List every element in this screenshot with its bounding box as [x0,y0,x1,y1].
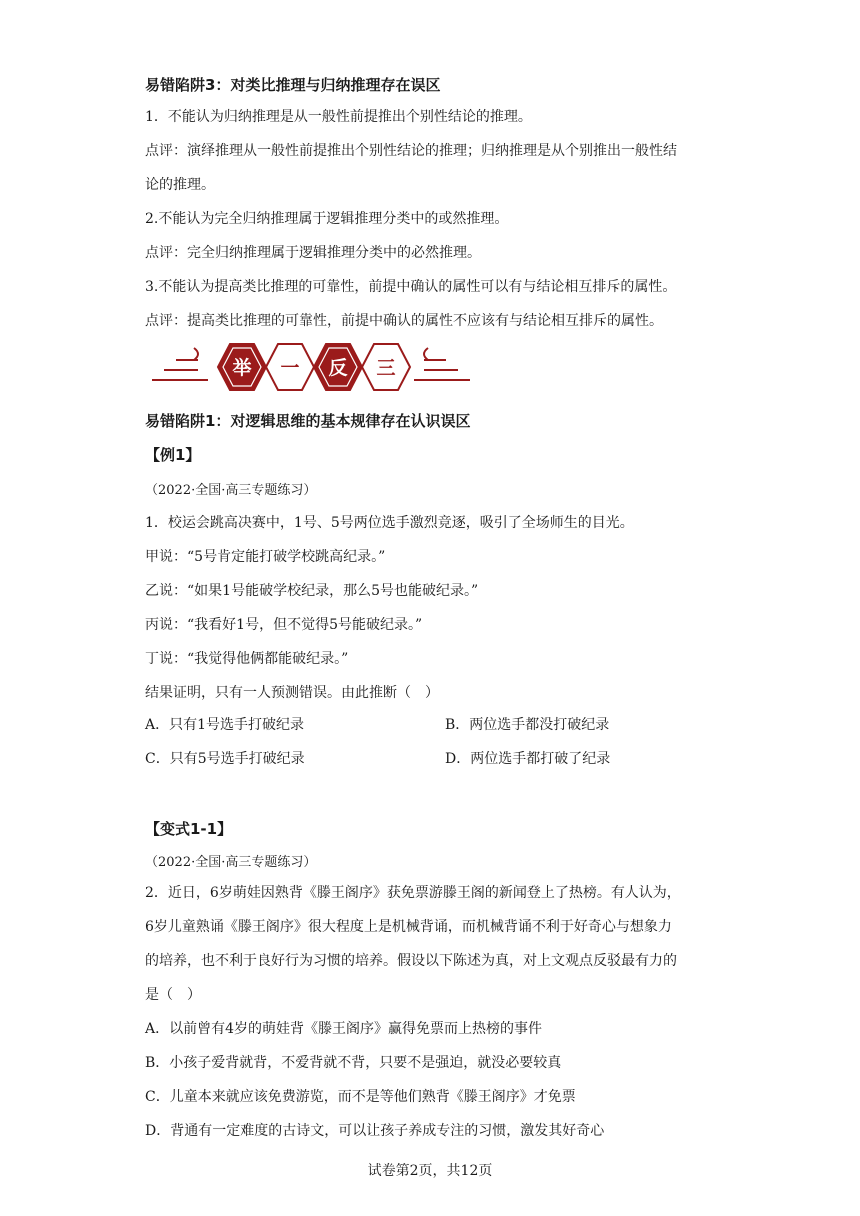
question-line: 乙说：“如果1号能破学校纪录，那么5号也能破纪录。” [145,583,479,599]
text-line: 3.不能认为提高类比推理的可靠性，前提中确认的属性可以有与结论相互排斥的属性。 [145,279,677,295]
left-ornament [152,348,208,380]
text-line: 2.不能认为完全归纳推理属于逻辑推理分类中的或然推理。 [145,211,509,227]
question-line: 甲说：“5号肯定能打破学校跳高纪录。” [145,549,386,565]
text-line: 论的推理。 [145,177,215,193]
source-note: （2022·全国·高三专题练习） [145,483,317,498]
banner-char: 一 [280,357,300,379]
text-line: 点评：提高类比推理的可靠性，前提中确认的属性不应该有与结论相互排斥的属性。 [145,313,663,329]
option-c: C．只有5号选手打破纪录 [145,751,305,767]
option-d: D．背通有一定难度的古诗文，可以让孩子养成专注的习惯，激发其好奇心 [145,1123,605,1139]
section-heading-trap1: 易错陷阱1：对逻辑思维的基本规律存在认识误区 [145,412,471,430]
question-line: 1．校运会跳高决赛中，1号、5号两位选手激烈竞逐，吸引了全场师生的目光。 [145,515,634,531]
question-line: 6岁儿童熟诵《滕王阁序》很大程度上是机械背诵，而机械背诵不利于好奇心与想象力 [145,919,672,935]
hexagon-san [362,344,410,390]
page-footer: 试卷第2页，共12页 [367,1163,493,1179]
question-line: 2．近日，6岁萌娃因熟背《滕王阁序》获免票游滕王阁的新闻登上了热榜。有人认为， [145,885,681,901]
ju-yi-fan-san-banner [150,338,472,396]
hexagon-ju [218,344,266,390]
hexagon-yi [266,344,314,390]
text-line: 点评：完全归纳推理属于逻辑推理分类中的必然推理。 [145,245,481,261]
question-line: 的培养，也不利于良好行为习惯的培养。假设以下陈述为真，对上文观点反驳最有力的 [145,953,677,969]
option-a: A．以前曾有4岁的萌娃背《滕王阁序》赢得免票而上热榜的事件 [145,1021,543,1037]
question-line: 丙说：“我看好1号，但不觉得5号能破纪录。” [145,617,423,633]
option-b: B．小孩子爱背就背，不爱背就不背，只要不是强迫，就没必要较真 [145,1055,562,1071]
text-line: 点评：演绎推理从一般性前提推出个别性结论的推理；归纳推理是从个别推出一般性结 [145,143,677,159]
text-line: 1．不能认为归纳推理是从一般性前提推出个别性结论的推理。 [145,109,532,125]
question-line: 结果证明，只有一人预测错误。由此推断（ ） [145,685,439,701]
option-d: D．两位选手都打破了纪录 [445,751,611,767]
banner-char: 反 [328,357,348,379]
source-note: （2022·全国·高三专题练习） [145,855,317,870]
right-ornament [414,348,470,380]
banner-char: 举 [232,357,252,379]
banner-char: 三 [376,357,396,379]
question-line: 是（ ） [145,987,201,1003]
example-label: 【例1】 [145,446,201,464]
option-c: C．儿童本来就应该免费游览，而不是等他们熟背《滕王阁序》才免票 [145,1089,576,1105]
hexagon-fan [314,344,362,390]
option-b: B．两位选手都没打破纪录 [445,717,610,733]
section-heading-trap3: 易错陷阱3：对类比推理与归纳推理存在误区 [145,76,441,94]
variant-label: 【变式1-1】 [145,820,233,838]
option-a: A．只有1号选手打破纪录 [145,717,305,733]
question-line: 丁说：“我觉得他俩都能破纪录。” [145,651,349,667]
